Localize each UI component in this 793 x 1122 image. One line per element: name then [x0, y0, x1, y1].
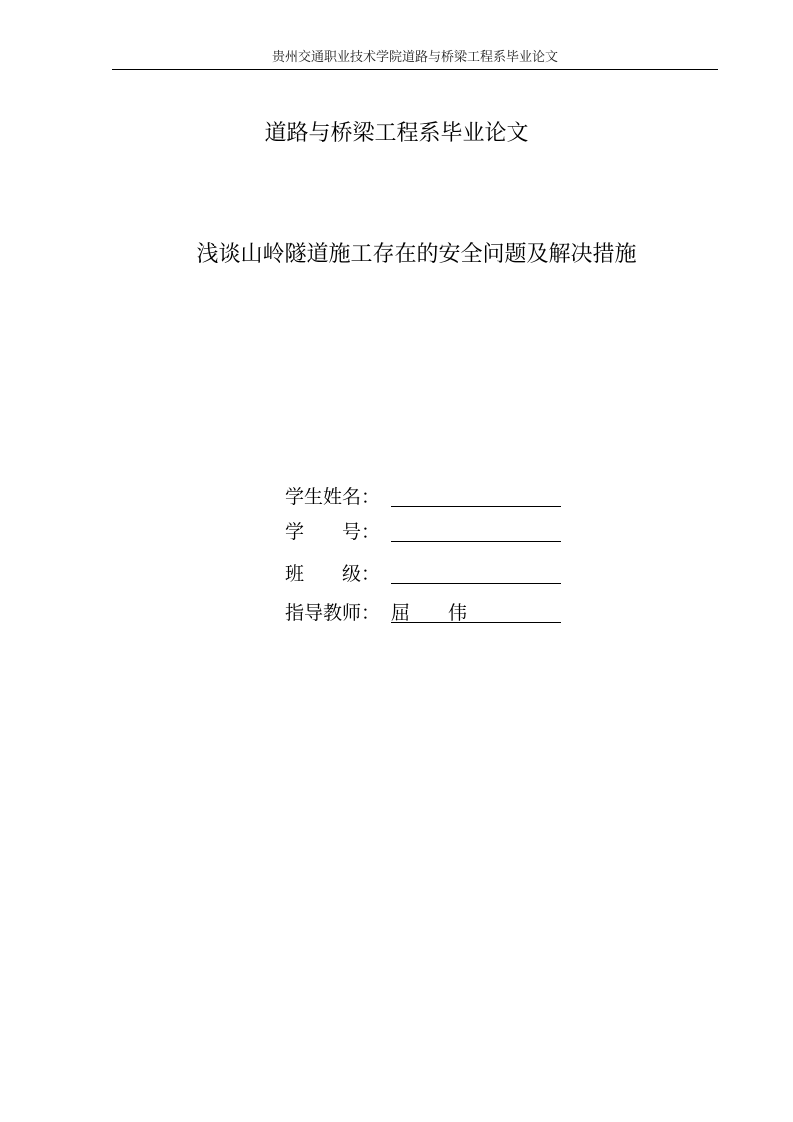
department-title: 道路与桥梁工程系毕业论文 — [264, 121, 529, 146]
header-rule — [112, 69, 718, 70]
student-id-row — [285, 517, 565, 547]
student-id-label: 学 号： — [285, 521, 381, 543]
advisor-row — [285, 598, 565, 628]
advisor-label: 指导教师： — [285, 602, 381, 624]
advisor-value: 屈 伟 — [391, 602, 468, 624]
running-header: 贵州交通职业技术学院道路与桥梁工程系毕业论文 — [271, 50, 558, 65]
student-name-underline — [391, 506, 561, 507]
student-name-row — [285, 482, 565, 512]
student-name-label: 学生姓名： — [285, 486, 381, 508]
class-underline — [391, 583, 561, 584]
student-id-underline — [391, 541, 561, 542]
advisor-underline — [391, 622, 561, 623]
thesis-title: 浅谈山岭隧道施工存在的安全问题及解决措施 — [196, 242, 637, 267]
class-row — [285, 559, 565, 589]
class-label: 班 级： — [285, 563, 381, 585]
